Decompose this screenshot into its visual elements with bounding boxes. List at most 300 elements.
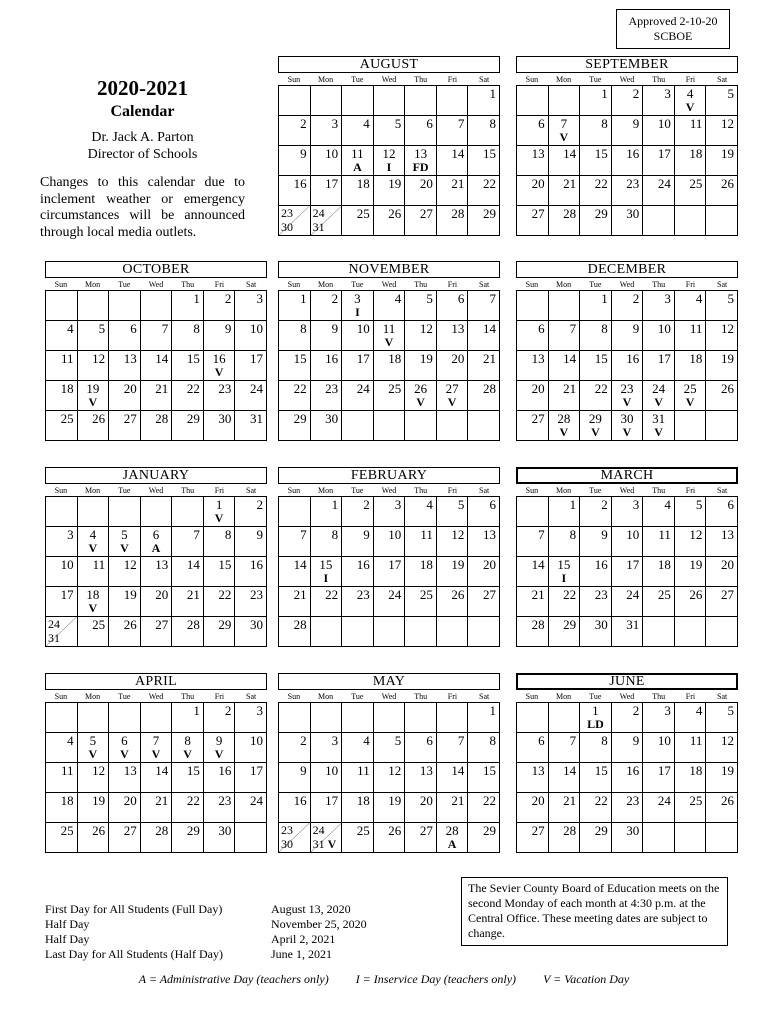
day-number: 24	[48, 617, 60, 631]
day-cell	[549, 411, 581, 441]
day-number: 8	[489, 733, 496, 748]
day-number: 22	[186, 793, 200, 808]
weekday-label: Thu	[652, 280, 666, 289]
day-number: 18	[60, 793, 74, 808]
day-grid	[45, 290, 267, 441]
weekday-header	[516, 485, 738, 496]
day-number: 19	[419, 351, 433, 366]
weekday-label: Wed	[381, 75, 397, 84]
day-number: 4	[686, 86, 694, 101]
day-number: 16	[218, 763, 232, 778]
day-cell	[706, 497, 738, 527]
day-cell	[374, 497, 406, 527]
day-number: 13	[720, 527, 734, 542]
day-cell	[549, 763, 581, 793]
weekday-header	[45, 485, 267, 496]
day-number: 5	[394, 116, 402, 131]
legend-vacation: V = Vacation Day	[543, 972, 630, 986]
day-number: 18	[419, 557, 433, 572]
day-number: 25	[689, 176, 703, 191]
day-number: 5	[457, 497, 465, 512]
day-number: 18	[356, 176, 370, 191]
day-cell	[311, 321, 343, 351]
day-cell	[675, 733, 707, 763]
day-number: 23	[218, 793, 232, 808]
day-cell	[342, 587, 374, 617]
day-number: 17	[626, 557, 640, 572]
day-cell	[405, 206, 437, 236]
day-cell	[580, 587, 612, 617]
empty-day-cell	[342, 411, 374, 441]
weekday-label: Sat	[479, 75, 490, 84]
day-number: 17	[657, 146, 671, 161]
weekday-label: Mon	[318, 75, 334, 84]
day-cell	[675, 116, 707, 146]
day-number: 27	[419, 206, 433, 221]
split-day-cell	[279, 206, 311, 236]
weekday-label: Wed	[619, 75, 635, 84]
board-meeting-note: The Sevier County Board of Education meets on the second Monday of each month at 4:30 p.m. at the Central Office. These meeting dates are subject to change.	[461, 877, 728, 946]
day-cell	[549, 176, 581, 206]
day-number: 6	[426, 116, 433, 131]
day-cell	[46, 557, 78, 587]
day-number: 17	[356, 351, 370, 366]
day-cell	[612, 703, 644, 733]
weekday-label: Mon	[318, 280, 334, 289]
day-number: 11	[92, 557, 106, 572]
empty-day-cell	[706, 411, 738, 441]
month-november	[278, 261, 500, 441]
day-number: 4	[363, 116, 370, 131]
day-number: 10	[249, 733, 263, 748]
day-number: 2	[601, 497, 608, 512]
day-cell	[405, 381, 437, 411]
weekday-label: Tue	[118, 280, 131, 289]
day-number-second: 30	[281, 837, 293, 851]
day-cell	[141, 321, 173, 351]
day-cell	[311, 411, 343, 441]
weekday-label: Tue	[589, 692, 602, 701]
weekday-label: Sun	[287, 280, 301, 289]
day-code: I	[386, 160, 392, 174]
day-cell	[706, 146, 738, 176]
day-number: 26	[92, 823, 106, 838]
day-cell	[109, 733, 141, 763]
empty-day-cell	[405, 703, 437, 733]
day-cell	[437, 351, 469, 381]
month-name: MARCH	[516, 467, 738, 484]
day-number: 2	[363, 497, 370, 512]
empty-day-cell	[109, 703, 141, 733]
month-name: NOVEMBER	[278, 261, 500, 278]
day-number: 23	[594, 587, 608, 602]
day-cell	[141, 557, 173, 587]
day-cell	[374, 116, 406, 146]
weekday-label: Wed	[381, 692, 397, 701]
key-date-value: April 2, 2021	[271, 932, 336, 946]
day-cell	[675, 527, 707, 557]
day-cell	[437, 176, 469, 206]
day-number: 25	[419, 587, 433, 602]
day-cell	[235, 557, 267, 587]
day-number: 24	[652, 381, 666, 396]
day-number: 11	[61, 351, 74, 366]
day-number: 24	[626, 587, 640, 602]
day-number: 19	[689, 557, 703, 572]
day-cell	[342, 381, 374, 411]
weekday-header	[516, 691, 738, 702]
day-cell	[580, 146, 612, 176]
day-code: V	[685, 100, 695, 114]
day-cell	[437, 206, 469, 236]
day-cell	[612, 497, 644, 527]
day-number: 24	[657, 176, 671, 191]
day-number: 11	[357, 763, 370, 778]
weekday-label: Thu	[181, 692, 195, 701]
day-number: 18	[86, 587, 100, 602]
day-number: 10	[657, 733, 671, 748]
day-cell	[549, 206, 581, 236]
day-number: 13	[482, 527, 496, 542]
day-number: 24	[657, 793, 671, 808]
day-number: 20	[482, 557, 496, 572]
day-number: 24	[249, 381, 263, 396]
weekday-label: Sat	[717, 75, 728, 84]
day-number: 9	[363, 527, 370, 542]
director-title: Director of Schools	[87, 147, 198, 162]
day-cell	[468, 497, 500, 527]
day-number: 11	[61, 763, 74, 778]
day-number: 1	[489, 86, 496, 101]
day-cell	[612, 557, 644, 587]
empty-day-cell	[374, 703, 406, 733]
day-number: 24	[356, 381, 370, 396]
day-number: 24	[312, 823, 325, 837]
day-code: V	[559, 130, 569, 144]
day-number: 22	[594, 381, 608, 396]
day-cell	[279, 733, 311, 763]
day-number: 31	[652, 411, 666, 426]
day-cell	[374, 321, 406, 351]
day-code: V	[654, 425, 663, 439]
day-cell	[643, 703, 675, 733]
day-cell	[517, 587, 549, 617]
day-cell	[437, 381, 469, 411]
day-number: 10	[60, 557, 74, 572]
day-cell	[643, 557, 675, 587]
empty-day-cell	[46, 703, 78, 733]
day-number: 23	[249, 587, 263, 602]
weekday-label: Wed	[148, 280, 164, 289]
day-number: 29	[186, 411, 200, 426]
weekday-label: Tue	[351, 486, 364, 495]
day-cell	[643, 587, 675, 617]
empty-day-cell	[517, 497, 549, 527]
day-cell	[204, 557, 236, 587]
day-number: 16	[356, 557, 370, 572]
day-number: 17	[325, 176, 339, 191]
empty-day-cell	[141, 703, 173, 733]
day-code: V	[120, 747, 129, 761]
day-number: 11	[382, 321, 396, 336]
day-number: 7	[457, 733, 465, 748]
day-cell	[374, 823, 406, 853]
day-number: 23	[626, 176, 640, 191]
day-cell	[405, 587, 437, 617]
day-cell	[109, 617, 141, 647]
day-number: 13	[531, 351, 545, 366]
weekday-label: Thu	[652, 486, 666, 495]
day-number: 3	[394, 497, 402, 512]
day-cell	[643, 146, 675, 176]
day-cell	[279, 176, 311, 206]
day-cell	[204, 381, 236, 411]
day-number: 29	[482, 823, 496, 838]
day-cell	[706, 86, 738, 116]
day-number: 7	[300, 527, 307, 542]
day-cell	[643, 381, 675, 411]
day-number: 22	[218, 587, 232, 602]
day-cell	[235, 733, 267, 763]
day-cell	[109, 381, 141, 411]
day-number: 28	[155, 411, 169, 426]
empty-day-cell	[46, 497, 78, 527]
day-number: 7	[538, 527, 545, 542]
day-number: 20	[419, 176, 433, 191]
day-number: 22	[325, 587, 339, 602]
day-number: 23	[356, 587, 370, 602]
empty-day-cell	[141, 291, 173, 321]
day-number: 21	[482, 351, 496, 366]
day-number: 3	[664, 291, 671, 306]
day-cell	[235, 793, 267, 823]
day-number: 22	[186, 381, 200, 396]
empty-day-cell	[675, 617, 707, 647]
director-name: Dr. Jack A. Parton	[91, 130, 194, 145]
day-number: 27	[445, 381, 459, 396]
day-cell	[235, 763, 267, 793]
day-number: 5	[426, 291, 433, 306]
day-grid	[516, 290, 738, 441]
day-number: 22	[482, 793, 496, 808]
weekday-label: Thu	[181, 486, 195, 495]
day-number: 12	[92, 351, 106, 366]
day-number: 14	[563, 351, 577, 366]
day-number: 7	[161, 321, 169, 336]
day-cell	[517, 793, 549, 823]
empty-day-cell	[437, 617, 469, 647]
day-cell	[643, 86, 675, 116]
day-cell	[235, 617, 267, 647]
day-cell	[204, 527, 236, 557]
day-cell	[204, 291, 236, 321]
day-number-second: 30	[281, 220, 293, 234]
day-number: 27	[123, 823, 137, 838]
empty-day-cell	[437, 411, 469, 441]
day-number: 14	[155, 763, 169, 778]
month-name: DECEMBER	[516, 261, 738, 278]
day-number: 30	[626, 823, 640, 838]
empty-day-cell	[374, 86, 406, 116]
day-cell	[405, 176, 437, 206]
day-number: 27	[531, 206, 545, 221]
empty-day-cell	[437, 703, 469, 733]
day-number: 1	[592, 703, 599, 718]
day-cell	[549, 617, 581, 647]
day-cell	[706, 557, 738, 587]
day-number: 23	[620, 381, 634, 396]
day-number: 16	[212, 351, 226, 366]
day-number: 19	[451, 557, 465, 572]
day-cell	[109, 587, 141, 617]
day-number: 24	[249, 793, 263, 808]
empty-day-cell	[468, 617, 500, 647]
day-cell	[109, 411, 141, 441]
day-number: 29	[218, 617, 232, 632]
day-number: 10	[249, 321, 263, 336]
day-number: 21	[186, 587, 200, 602]
day-code: V	[88, 395, 98, 409]
day-cell	[706, 763, 738, 793]
day-code: LD	[587, 717, 604, 731]
day-code: V	[416, 395, 425, 409]
day-cell	[706, 351, 738, 381]
weekday-label: Sat	[246, 692, 257, 701]
empty-day-cell	[78, 497, 110, 527]
day-number: 14	[563, 146, 577, 161]
empty-day-cell	[109, 291, 141, 321]
changes-note: Changes to this calendar due to inclement weather or emergency circumstances will be announced through local media outlets.	[40, 175, 245, 240]
day-number: 26	[123, 617, 137, 632]
day-cell	[109, 321, 141, 351]
day-cell	[78, 321, 110, 351]
day-cell	[235, 587, 267, 617]
day-cell	[675, 146, 707, 176]
split-day-cell	[311, 823, 343, 853]
empty-day-cell	[342, 86, 374, 116]
day-number: 3	[664, 703, 671, 718]
day-code: V	[327, 837, 337, 851]
day-cell	[405, 823, 437, 853]
day-cell	[279, 527, 311, 557]
day-number: 25	[60, 411, 74, 426]
day-cell	[580, 411, 612, 441]
month-name: OCTOBER	[45, 261, 267, 278]
approval-date: Approved 2-10-20	[628, 14, 718, 28]
day-number: 6	[457, 291, 465, 306]
day-number: 9	[632, 116, 640, 131]
day-number: 2	[632, 86, 640, 101]
day-cell	[46, 733, 78, 763]
day-cell	[405, 793, 437, 823]
weekday-label: Thu	[652, 692, 666, 701]
day-cell	[141, 411, 173, 441]
day-number: 23	[281, 823, 293, 837]
day-number: 4	[89, 527, 97, 542]
day-number: 17	[60, 587, 74, 602]
day-number: 26	[451, 587, 465, 602]
day-cell	[374, 587, 406, 617]
day-number: 9	[331, 321, 339, 336]
day-cell	[468, 176, 500, 206]
day-number: 23	[281, 206, 293, 220]
weekday-header	[45, 279, 267, 290]
day-cell	[549, 116, 581, 146]
day-cell	[437, 793, 469, 823]
day-number: 21	[155, 793, 169, 808]
split-day-cell	[311, 206, 343, 236]
day-cell	[78, 527, 110, 557]
weekday-label: Thu	[414, 280, 428, 289]
day-cell	[643, 763, 675, 793]
day-cell	[78, 381, 110, 411]
day-number: 18	[60, 381, 74, 396]
day-cell	[172, 291, 204, 321]
day-cell	[517, 321, 549, 351]
day-number: 13	[531, 763, 545, 778]
day-number: 25	[388, 381, 402, 396]
empty-day-cell	[675, 823, 707, 853]
day-cell	[279, 411, 311, 441]
day-cell	[46, 381, 78, 411]
day-number: 26	[92, 411, 106, 426]
empty-day-cell	[405, 617, 437, 647]
day-cell	[580, 206, 612, 236]
day-number: 14	[451, 763, 465, 778]
weekday-label: Thu	[652, 75, 666, 84]
weekday-label: Tue	[351, 692, 364, 701]
empty-day-cell	[517, 703, 549, 733]
day-cell	[279, 116, 311, 146]
day-cell	[172, 763, 204, 793]
day-number: 10	[657, 116, 671, 131]
day-cell	[580, 617, 612, 647]
day-cell	[580, 176, 612, 206]
day-number: 21	[563, 793, 577, 808]
day-cell	[612, 86, 644, 116]
day-number: 29	[482, 206, 496, 221]
day-number: 3	[256, 291, 263, 306]
month-march	[516, 467, 738, 647]
day-number: 28	[186, 617, 200, 632]
day-number: 1	[569, 497, 577, 512]
day-cell	[468, 763, 500, 793]
day-code: V	[622, 425, 632, 439]
day-number: 5	[727, 291, 734, 306]
month-february	[278, 467, 500, 647]
empty-day-cell	[78, 291, 110, 321]
weekday-label: Sun	[525, 692, 539, 701]
day-cell	[204, 733, 236, 763]
day-cell	[46, 351, 78, 381]
day-grid	[278, 496, 500, 647]
day-cell	[437, 733, 469, 763]
day-grid	[278, 290, 500, 441]
day-number: 12	[382, 146, 396, 161]
month-name: SEPTEMBER	[516, 56, 738, 73]
day-number: 15	[319, 557, 333, 572]
day-cell	[78, 351, 110, 381]
day-number: 27	[419, 823, 433, 838]
day-number: 15	[293, 351, 307, 366]
day-number: 30	[249, 617, 263, 632]
day-number: 6	[538, 733, 545, 748]
day-cell	[468, 823, 500, 853]
day-number: 18	[689, 763, 703, 778]
day-number: 2	[256, 497, 263, 512]
day-cell	[580, 86, 612, 116]
weekday-label: Mon	[318, 486, 334, 495]
